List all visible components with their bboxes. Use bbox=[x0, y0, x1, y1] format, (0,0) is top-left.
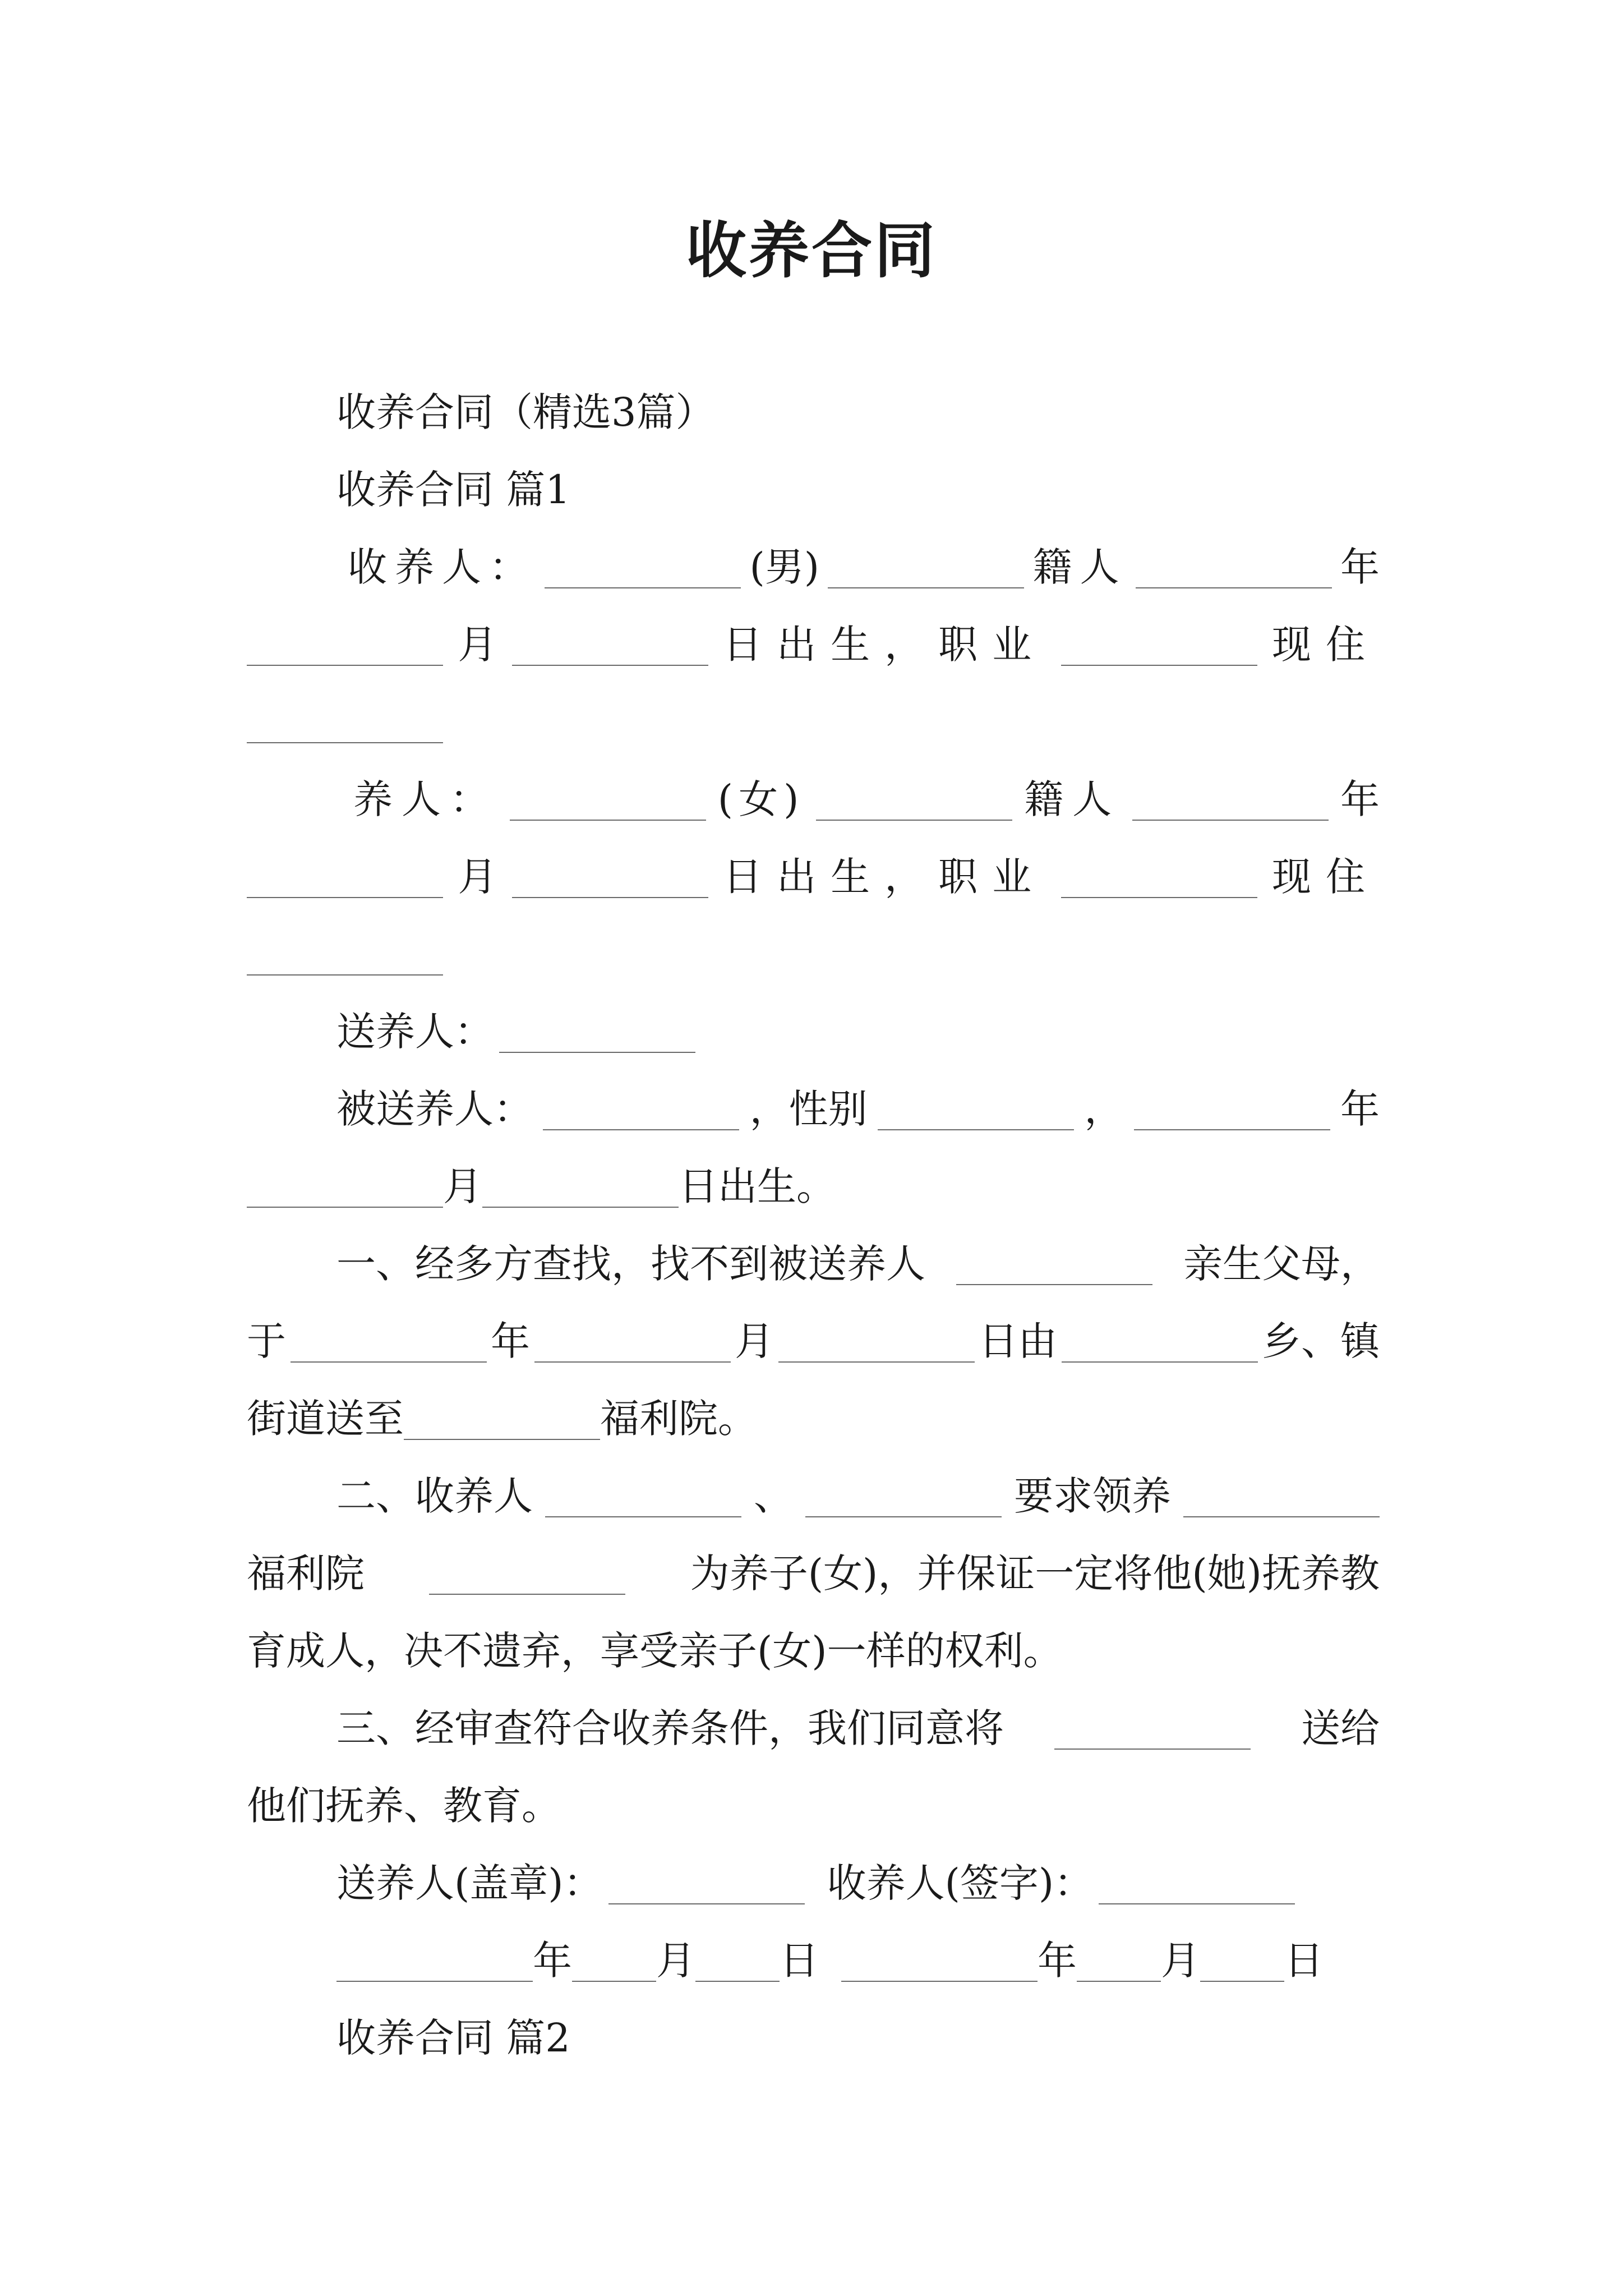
blank-field[interactable] bbox=[247, 933, 443, 976]
blank-field[interactable] bbox=[1077, 1939, 1161, 1982]
blank-field[interactable] bbox=[878, 1088, 1074, 1130]
clause-3-line-1: 三、经审查符合收养条件，我们同意将 送给 bbox=[336, 1705, 1380, 1751]
blank-field[interactable] bbox=[816, 778, 1012, 821]
blank-field[interactable] bbox=[1061, 855, 1257, 898]
signature-date-line: 年 月 日 年 月 日 bbox=[336, 1930, 1357, 1991]
adoptee-birth-line: 月 日出生。 bbox=[247, 1156, 1380, 1217]
blank-field[interactable] bbox=[1183, 1475, 1380, 1517]
blank-field[interactable] bbox=[482, 1165, 679, 1208]
clause-2-line-3: 育成人，决不遗弃，享受亲子(女)一样的权利。 bbox=[247, 1628, 1063, 1674]
blank-field[interactable] bbox=[1136, 546, 1332, 588]
document-title: 收养合同 bbox=[685, 215, 937, 286]
blank-field[interactable] bbox=[512, 855, 708, 898]
adopter-female-address-line bbox=[247, 923, 1380, 985]
adopter-birth-line: 月 日出生，职业 现住 bbox=[247, 614, 1380, 675]
clause-1-line-3: 街道送至 福利院。 bbox=[247, 1396, 757, 1442]
adopter-signature-field[interactable] bbox=[1099, 1862, 1295, 1904]
blank-field[interactable] bbox=[1132, 778, 1329, 821]
clause-2-line-2: 福利院 为养子(女)，并保证一定将他(她)抚养教 bbox=[247, 1550, 1380, 1596]
blank-field[interactable] bbox=[841, 1939, 1038, 1982]
clause-2-line-1: 二、收养人 、 要求领养 bbox=[336, 1465, 1380, 1527]
blank-field[interactable] bbox=[956, 1243, 1152, 1285]
blank-field[interactable] bbox=[336, 1939, 533, 1982]
blank-field[interactable] bbox=[828, 546, 1024, 588]
blank-field[interactable] bbox=[291, 1320, 487, 1363]
blank-field[interactable] bbox=[510, 778, 706, 821]
blank-field[interactable] bbox=[545, 1475, 741, 1517]
blank-field[interactable] bbox=[778, 1320, 975, 1363]
blank-field[interactable] bbox=[1054, 1707, 1251, 1750]
blank-field[interactable] bbox=[247, 701, 443, 743]
blank-field[interactable] bbox=[805, 1475, 1002, 1517]
blank-field[interactable] bbox=[247, 1165, 443, 1208]
adopter-female-line: 养人： (女) 籍人 年 bbox=[353, 776, 1380, 822]
blank-field[interactable] bbox=[695, 1939, 780, 1982]
subtitle: 收养合同（精选3篇） bbox=[336, 389, 715, 435]
adopter-female-birth-line: 月 日出生，职业 现住 bbox=[247, 846, 1380, 908]
blank-field[interactable] bbox=[404, 1397, 600, 1440]
sender-line: 送养人： bbox=[336, 1001, 1380, 1062]
blank-field[interactable] bbox=[543, 1088, 739, 1130]
clause-1-line-2: 于 年 月 日由 乡、镇 bbox=[247, 1318, 1380, 1364]
blank-field[interactable] bbox=[545, 546, 741, 588]
section-heading-1: 收养合同 篇1 bbox=[336, 467, 570, 513]
clause-1-line-1: 一、经多方查找，找不到被送养人 亲生父母， bbox=[336, 1241, 1380, 1287]
blank-field[interactable] bbox=[499, 1010, 695, 1053]
adopter-address-line bbox=[247, 691, 1380, 753]
blank-field[interactable] bbox=[1200, 1939, 1284, 1982]
clause-3-line-2: 他们抚养、教育。 bbox=[247, 1783, 561, 1829]
blank-field[interactable] bbox=[534, 1320, 731, 1363]
signature-line: 送养人(盖章)： 收养人(签字)： bbox=[336, 1852, 1357, 1914]
section-heading-2: 收养合同 篇2 bbox=[336, 2015, 570, 2061]
blank-field[interactable] bbox=[247, 855, 443, 898]
blank-field[interactable] bbox=[1061, 623, 1257, 666]
blank-field[interactable] bbox=[1134, 1088, 1330, 1130]
adoptee-line: 被送养人： ，性别 ， 年 bbox=[336, 1086, 1380, 1132]
blank-field[interactable] bbox=[1062, 1320, 1258, 1363]
adopter-line: 收养人： (男) 籍人 年 bbox=[348, 544, 1380, 590]
blank-field[interactable] bbox=[429, 1552, 625, 1595]
blank-field[interactable] bbox=[512, 623, 708, 666]
blank-field[interactable] bbox=[572, 1939, 656, 1982]
blank-field[interactable] bbox=[247, 623, 443, 666]
sender-seal-field[interactable] bbox=[608, 1862, 805, 1904]
